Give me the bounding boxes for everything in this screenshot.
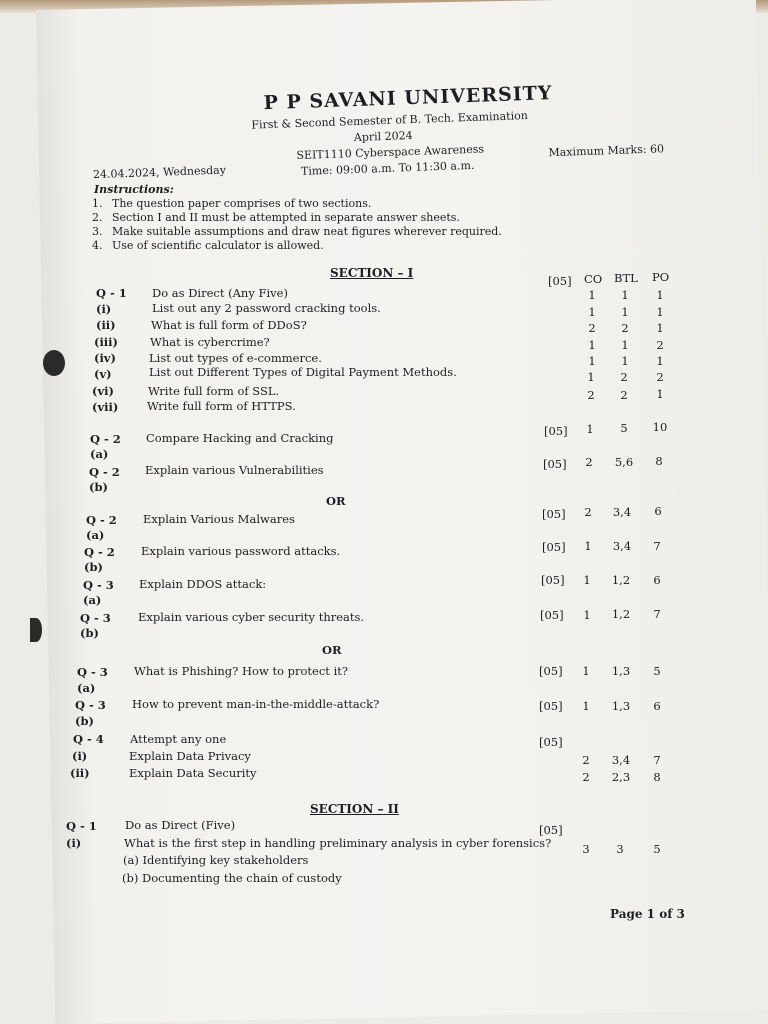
co-value: 1 — [583, 608, 591, 622]
sub-question-number: (iii) — [94, 335, 118, 349]
answer-option: (b) Documenting the chain of custody — [122, 871, 342, 885]
btl-value: 1,2 — [611, 607, 631, 621]
co-value: 2 — [582, 770, 590, 784]
po-value: 1 — [656, 354, 664, 368]
btl-value: 2 — [620, 388, 628, 402]
co-header: CO — [584, 272, 603, 286]
po-value: 1 — [656, 288, 664, 302]
question-number: Q - 3 — [77, 665, 108, 679]
po-value: 1 — [656, 305, 664, 319]
sub-question-text: Write full form of SSL. — [148, 384, 280, 398]
btl-value: 3,4 — [612, 505, 632, 519]
po-value: 1 — [656, 387, 664, 401]
btl-value: 1 — [621, 305, 629, 319]
question-part: (b) — [75, 714, 94, 728]
co-value: 1 — [582, 664, 590, 678]
instruction-number: 1. — [92, 197, 103, 210]
exam-header — [0, 0, 768, 213]
marks-value: [05] — [540, 608, 564, 622]
question-part: (b) — [80, 626, 99, 640]
po-value: 6 — [653, 573, 661, 587]
question-part: (a) — [90, 447, 109, 461]
question-part: (a) — [86, 528, 105, 542]
marks-value: [05] — [539, 699, 563, 713]
po-value: 6 — [653, 699, 661, 713]
po-value: 10 — [652, 420, 668, 434]
marks-header: [05] — [548, 274, 572, 288]
co-value: 1 — [583, 573, 591, 587]
question-text: How to prevent man-in-the-middle-attack? — [132, 697, 380, 711]
po-value: 7 — [653, 753, 661, 767]
question-part: (b) — [89, 480, 108, 494]
question-part: (a) — [83, 593, 102, 607]
section-title: SECTION – II — [310, 802, 399, 816]
question-text: Explain various cyber security threats. — [138, 610, 365, 624]
po-value: 5 — [653, 842, 661, 856]
po-value: 1 — [656, 321, 664, 335]
po-value: 8 — [653, 770, 661, 784]
sub-question-text: Write full form of HTTPS. — [147, 399, 296, 413]
question-title: Do as Direct (Five) — [125, 818, 236, 832]
sub-question-number: (v) — [94, 367, 112, 381]
btl-value: 1 — [621, 338, 629, 352]
sub-question-number: (ii) — [70, 766, 90, 780]
po-value: 7 — [653, 607, 661, 621]
question-text: What is Phishing? How to protect it? — [134, 664, 349, 678]
question-text: Explain DDOS attack: — [139, 577, 267, 591]
marks-value: [05] — [541, 573, 565, 587]
subject-code: SEIT1110 Cyberspace Awareness — [296, 142, 485, 163]
question-text: Explain Various Malwares — [143, 512, 295, 526]
or-divider: OR — [322, 643, 342, 657]
sub-question-number: (i) — [72, 749, 88, 763]
exam-title: First & Second Semester of B. Tech. Examination — [251, 108, 529, 132]
btl-value: 5,6 — [614, 455, 634, 469]
page-number: Page 1 of 3 — [610, 907, 685, 921]
sub-question-text: What is the first step in handling preliminary analysis in cyber forensics? — [124, 836, 552, 850]
co-value: 1 — [588, 288, 596, 302]
co-value: 3 — [582, 842, 590, 856]
question-number: Q - 3 — [75, 698, 106, 712]
co-value: 2 — [587, 388, 595, 402]
po-value: 6 — [654, 504, 662, 518]
po-value: 7 — [653, 539, 661, 553]
question-number: Q - 2 — [90, 432, 121, 446]
marks-value: [05] — [539, 823, 563, 837]
sub-question-number: (i) — [66, 836, 82, 850]
sub-question-number: (vi) — [92, 384, 114, 398]
question-text: Explain various password attacks. — [141, 544, 341, 558]
question-number: Q - 2 — [89, 465, 120, 479]
po-value: 8 — [655, 454, 663, 468]
question-number: Q - 4 — [73, 732, 104, 746]
question-text: Explain various Vulnerabilities — [145, 463, 324, 477]
btl-value: 1,3 — [611, 699, 631, 713]
po-value: 2 — [656, 338, 664, 352]
btl-value: 3 — [616, 842, 624, 856]
exam-time: Time: 09:00 a.m. To 11:30 a.m. — [300, 158, 475, 178]
co-value: 2 — [584, 505, 592, 519]
sub-question-number: (ii) — [96, 318, 116, 332]
co-value: 2 — [582, 753, 590, 767]
exam-session: April 2024 — [353, 129, 413, 145]
or-divider: OR — [326, 494, 346, 508]
btl-value: 1 — [621, 288, 629, 302]
sub-question-number: (vii) — [92, 400, 119, 414]
btl-value: 2 — [620, 370, 628, 384]
co-value: 1 — [588, 338, 596, 352]
section-title: SECTION – I — [330, 266, 414, 280]
instruction-number: 2. — [92, 211, 103, 224]
marks-value: [05] — [539, 735, 563, 749]
marks-value: [05] — [542, 507, 566, 521]
question-title: Do as Direct (Any Five) — [152, 286, 288, 300]
btl-value: 1 — [621, 354, 629, 368]
question-part: (b) — [84, 560, 103, 574]
co-value: 1 — [584, 539, 592, 553]
university-name: P P SAVANI UNIVERSITY — [263, 82, 553, 115]
marks-value: [05] — [544, 424, 568, 438]
question-part: (a) — [77, 681, 96, 695]
sub-question-text: List out Different Types of Digital Payment Methods. — [149, 365, 457, 379]
co-value: 2 — [585, 455, 593, 469]
co-value: 1 — [586, 422, 594, 436]
instruction-text: The question paper comprises of two sections. — [112, 197, 372, 210]
sub-question-text: What is full form of DDoS? — [151, 318, 307, 332]
btl-value: 5 — [620, 421, 628, 435]
question-number: Q - 2 — [84, 545, 115, 559]
co-value: 1 — [582, 699, 590, 713]
co-value: 1 — [587, 370, 595, 384]
po-value: 2 — [656, 370, 664, 384]
question-number: Q - 1 — [96, 286, 127, 300]
btl-header: BTL — [614, 271, 638, 285]
instruction-number: 3. — [92, 225, 103, 238]
co-value: 1 — [588, 305, 596, 319]
sub-question-number: (i) — [96, 302, 112, 316]
exam-date: 24.04.2024, Wednesday — [92, 163, 227, 182]
question-title: Attempt any one — [130, 732, 227, 746]
max-marks: Maximum Marks: 60 — [548, 142, 665, 160]
btl-value: 2 — [621, 321, 629, 335]
answer-option: (a) Identifying key stakeholders — [123, 853, 309, 867]
sub-question-text: List out types of e-commerce. — [149, 351, 322, 365]
question-number: Q - 2 — [86, 513, 117, 527]
instruction-number: 4. — [92, 239, 103, 252]
co-value: 2 — [588, 321, 596, 335]
sub-question-text: Explain Data Privacy — [129, 749, 251, 763]
po-value: 5 — [653, 664, 661, 678]
sub-question-text: Explain Data Security — [129, 766, 257, 780]
po-header: PO — [652, 270, 670, 284]
btl-value: 1,2 — [611, 573, 631, 587]
instruction-text: Use of scientific calculator is allowed. — [112, 239, 324, 252]
question-number: Q - 3 — [80, 611, 111, 625]
sub-question-text: List out any 2 password cracking tools. — [152, 301, 381, 315]
btl-value: 2,3 — [611, 770, 631, 784]
question-text: Compare Hacking and Cracking — [146, 431, 334, 445]
marks-value: [05] — [539, 664, 563, 678]
marks-value: [05] — [542, 540, 566, 554]
btl-value: 3,4 — [611, 753, 631, 767]
btl-value: 1,3 — [611, 664, 631, 678]
question-number: Q - 3 — [83, 578, 114, 592]
instructions-heading: Instructions: — [94, 183, 174, 196]
question-number: Q - 1 — [66, 819, 97, 833]
co-value: 1 — [588, 354, 596, 368]
btl-value: 3,4 — [612, 539, 632, 553]
instruction-text: Make suitable assumptions and draw neat figures wherever required. — [112, 225, 502, 238]
marks-value: [05] — [543, 457, 567, 471]
sub-question-text: What is cybercrime? — [150, 335, 270, 349]
sub-question-number: (iv) — [94, 351, 116, 365]
instruction-text: Section I and II must be attempted in separate answer sheets. — [112, 211, 460, 224]
